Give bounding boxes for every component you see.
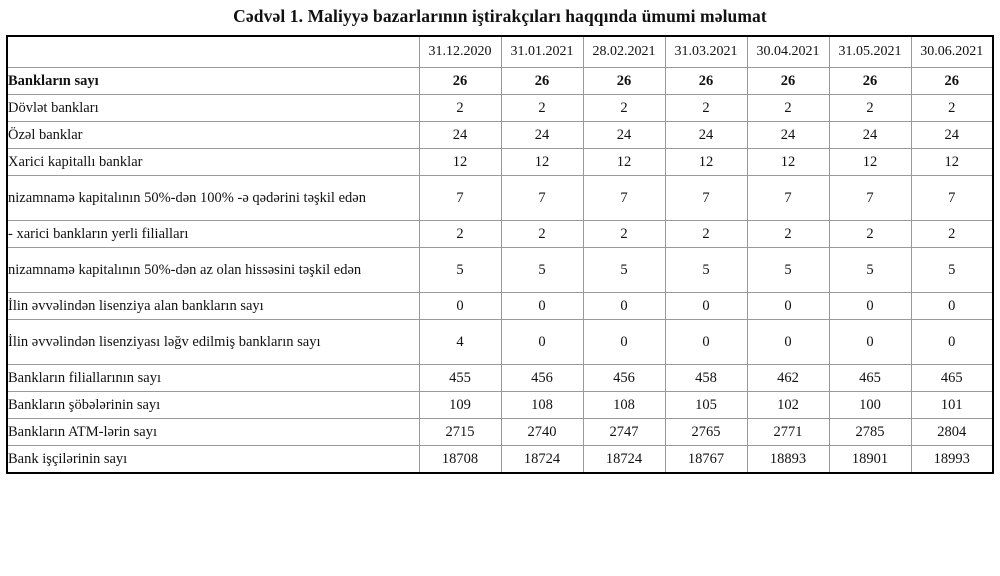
row-value: 2: [583, 95, 665, 122]
row-value: 2765: [665, 419, 747, 446]
row-value: 12: [419, 149, 501, 176]
row-value: 7: [583, 176, 665, 221]
row-value: 2: [419, 221, 501, 248]
row-value: 12: [665, 149, 747, 176]
row-label: Bankların ATM-lərin sayı: [7, 419, 419, 446]
row-value: 7: [419, 176, 501, 221]
header-cell-date: 31.05.2021: [829, 36, 911, 68]
row-value: 7: [829, 176, 911, 221]
row-value: 2: [747, 95, 829, 122]
table-row: [7, 293, 993, 320]
row-value: 456: [501, 365, 583, 392]
row-value: 5: [501, 248, 583, 293]
row-value: 5: [829, 248, 911, 293]
row-value: 24: [583, 122, 665, 149]
row-value: 2: [911, 95, 993, 122]
row-value: 2740: [501, 419, 583, 446]
row-label: Bankların sayı: [7, 68, 419, 95]
table-row: [7, 446, 993, 474]
header-cell-blank: [7, 36, 419, 68]
row-value: 2: [665, 95, 747, 122]
row-value: 5: [747, 248, 829, 293]
row-value: 2785: [829, 419, 911, 446]
row-label: İlin əvvəlindən lisenziya alan bankların sayı: [7, 293, 419, 320]
row-value: 26: [911, 68, 993, 95]
row-label: Özəl banklar: [7, 122, 419, 149]
row-value: 7: [911, 176, 993, 221]
row-value: 0: [911, 320, 993, 365]
row-value: 18724: [501, 446, 583, 474]
row-value: 18893: [747, 446, 829, 474]
row-value: 18993: [911, 446, 993, 474]
row-value: 0: [501, 320, 583, 365]
row-value: 12: [583, 149, 665, 176]
row-value: 7: [665, 176, 747, 221]
row-value: 0: [665, 293, 747, 320]
table-row: [7, 68, 993, 95]
row-value: 18708: [419, 446, 501, 474]
row-value: 0: [911, 293, 993, 320]
row-value: 0: [501, 293, 583, 320]
row-value: 26: [501, 68, 583, 95]
table-row: [7, 176, 993, 221]
table-header-row: [7, 36, 993, 68]
table-row: [7, 365, 993, 392]
row-value: 102: [747, 392, 829, 419]
row-value: 458: [665, 365, 747, 392]
row-value: 5: [583, 248, 665, 293]
row-value: 12: [747, 149, 829, 176]
row-value: 465: [829, 365, 911, 392]
data-table: [6, 35, 994, 474]
row-value: 455: [419, 365, 501, 392]
row-value: 26: [747, 68, 829, 95]
row-value: 108: [583, 392, 665, 419]
row-value: 5: [419, 248, 501, 293]
row-value: 2771: [747, 419, 829, 446]
row-value: 2715: [419, 419, 501, 446]
row-value: 2: [583, 221, 665, 248]
row-value: 24: [911, 122, 993, 149]
row-value: 2: [419, 95, 501, 122]
row-value: 2804: [911, 419, 993, 446]
header-cell-date: 31.03.2021: [665, 36, 747, 68]
row-value: 26: [829, 68, 911, 95]
row-value: 7: [747, 176, 829, 221]
row-value: 0: [583, 320, 665, 365]
table-row: [7, 392, 993, 419]
row-value: 2: [665, 221, 747, 248]
row-value: 101: [911, 392, 993, 419]
row-value: 26: [419, 68, 501, 95]
row-label: - xarici bankların yerli filialları: [7, 221, 419, 248]
row-label: nizamnamə kapitalının 50%-dən 100% -ə qədərini təşkil edən: [7, 176, 419, 221]
row-label: Bank işçilərinin sayı: [7, 446, 419, 474]
row-value: 12: [829, 149, 911, 176]
row-label: Bankların şöbələrinin sayı: [7, 392, 419, 419]
row-value: 5: [911, 248, 993, 293]
row-label: İlin əvvəlindən lisenziyası ləğv edilmiş bankların sayı: [7, 320, 419, 365]
row-value: 0: [747, 320, 829, 365]
row-value: 12: [911, 149, 993, 176]
row-value: 105: [665, 392, 747, 419]
row-value: 2: [829, 221, 911, 248]
row-value: 4: [419, 320, 501, 365]
header-cell-date: 30.06.2021: [911, 36, 993, 68]
table-row: [7, 122, 993, 149]
header-cell-date: 31.01.2021: [501, 36, 583, 68]
table-row: [7, 221, 993, 248]
header-cell-date: 31.12.2020: [419, 36, 501, 68]
row-value: 0: [829, 293, 911, 320]
table-row: [7, 248, 993, 293]
row-value: 2: [829, 95, 911, 122]
table-row: [7, 320, 993, 365]
table-row: [7, 95, 993, 122]
row-value: 26: [583, 68, 665, 95]
row-value: 456: [583, 365, 665, 392]
row-value: 2: [747, 221, 829, 248]
row-value: 2: [501, 95, 583, 122]
table-row: [7, 149, 993, 176]
row-value: 2: [501, 221, 583, 248]
table-row: [7, 419, 993, 446]
header-cell-date: 30.04.2021: [747, 36, 829, 68]
row-label: nizamnamə kapitalının 50%-dən az olan hissəsini təşkil edən: [7, 248, 419, 293]
page-title: Cədvəl 1. Maliyyə bazarlarının iştirakçıları haqqında ümumi məlumat: [233, 6, 767, 26]
row-value: 5: [665, 248, 747, 293]
row-value: 7: [501, 176, 583, 221]
row-value: 24: [665, 122, 747, 149]
row-label: Dövlət bankları: [7, 95, 419, 122]
row-label: Xarici kapitallı banklar: [7, 149, 419, 176]
row-value: 24: [501, 122, 583, 149]
row-value: 2: [911, 221, 993, 248]
row-value: 108: [501, 392, 583, 419]
row-value: 0: [829, 320, 911, 365]
row-value: 18724: [583, 446, 665, 474]
row-value: 462: [747, 365, 829, 392]
row-value: 0: [747, 293, 829, 320]
row-value: 0: [583, 293, 665, 320]
row-value: 100: [829, 392, 911, 419]
row-value: 24: [829, 122, 911, 149]
header-cell-date: 28.02.2021: [583, 36, 665, 68]
row-label: Bankların filiallarının sayı: [7, 365, 419, 392]
row-value: 24: [419, 122, 501, 149]
row-value: 0: [419, 293, 501, 320]
row-value: 2747: [583, 419, 665, 446]
row-value: 465: [911, 365, 993, 392]
row-value: 18901: [829, 446, 911, 474]
table-body: [7, 68, 993, 474]
row-value: 0: [665, 320, 747, 365]
row-value: 109: [419, 392, 501, 419]
row-value: 24: [747, 122, 829, 149]
row-value: 26: [665, 68, 747, 95]
row-value: 12: [501, 149, 583, 176]
row-value: 18767: [665, 446, 747, 474]
